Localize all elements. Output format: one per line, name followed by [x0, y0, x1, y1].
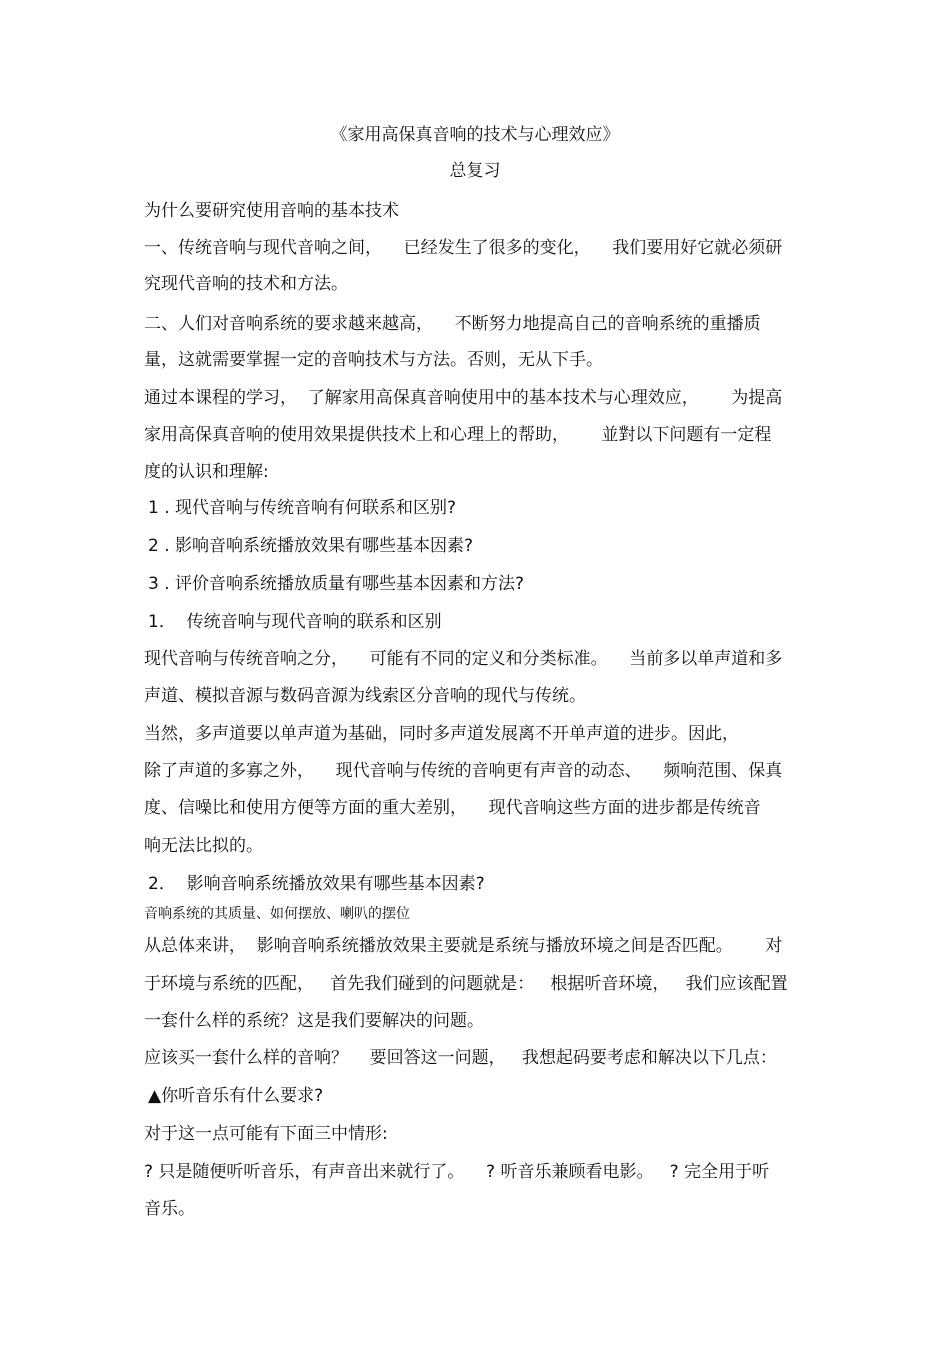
text-line: 对于这一点可能有下面三中情形:: [144, 1124, 388, 1144]
list-item: 2 . 影响音响系统播放效果有哪些基本因素?: [148, 536, 474, 556]
text-line: 一、传统音响与现代音响之间， 已经发生了很多的变化， 我们要用好它就必须研: [144, 238, 783, 258]
text-line: 究现代音响的技术和方法。: [144, 274, 348, 294]
text-line: 于环境与系统的匹配， 首先我们碰到的问题就是： 根据听音环境， 我们应该配置: [144, 974, 788, 994]
text-line: 除了声道的多寡之外， 现代音响与传统的音响更有声音的动态、 频响范围、保真: [144, 761, 783, 781]
text-line: 声道、模拟音源与数码音源为线索区分音响的现代与传统。: [144, 686, 586, 706]
document-subtitle: 总复习: [449, 161, 501, 181]
bullet-item: ▲你听音乐有什么要求?: [148, 1086, 324, 1106]
text-line: 为什么要研究使用音响的基本技术: [144, 201, 399, 221]
text-line: 响无法比拟的。: [144, 836, 263, 856]
text-line: 应该买一套什么样的音响？ 要回答这一问题， 我想起码要考虑和解决以下几点：: [144, 1048, 777, 1068]
text-line: 通过本课程的学习， 了解家用高保真音响使用中的基本技术与心理效应， 为提高: [144, 388, 783, 408]
document-title: 《家用高保真音响的技术与心理效应》: [330, 125, 620, 145]
text-line: 一套什么样的系统？这是我们要解决的问题。: [144, 1011, 484, 1031]
section-heading: 2． 影响音响系统播放效果有哪些基本因素?: [148, 874, 485, 894]
text-line: 从总体来讲， 影响音响系统播放效果主要就是系统与播放环境之间是否匹配。 对: [144, 936, 783, 956]
text-line: 音乐。: [144, 1199, 195, 1219]
text-line: 度、信噪比和使用方便等方面的重大差别， 现代音响这些方面的进步都是传统音: [144, 798, 761, 818]
text-line: 量，这就需要掌握一定的音响技术与方法。否则，无从下手。: [144, 350, 603, 370]
text-line: ? 只是随便听听音乐，有声音出来就行了。 ? 听音乐兼顾看电影。 ? 完全用于听: [144, 1162, 770, 1182]
text-line: 度的认识和理解:: [144, 462, 269, 482]
text-line: 当然，多声道要以单声道为基础，同时多声道发展离不开单声道的进步。因此，: [144, 724, 739, 744]
text-line: 二、人们对音响系统的要求越来越高， 不断努力地提高自己的音响系统的重播质: [144, 314, 761, 334]
section-heading: 1． 传统音响与现代音响的联系和区别: [148, 612, 442, 632]
text-line: 现代音响与传统音响之分， 可能有不同的定义和分类标准。 当前多以单声道和多: [144, 649, 783, 669]
text-line: 家用高保真音响的使用效果提供技术上和心理上的帮助， 並對以下问题有一定程: [144, 425, 772, 445]
list-item: 3 . 评价音响系统播放质量有哪些基本因素和方法?: [148, 574, 525, 594]
list-item: 1 . 现代音响与传统音响有何联系和区别?: [148, 498, 457, 518]
note-line: 音响系统的其质量、如何摆放、喇叭的摆位: [144, 906, 410, 922]
